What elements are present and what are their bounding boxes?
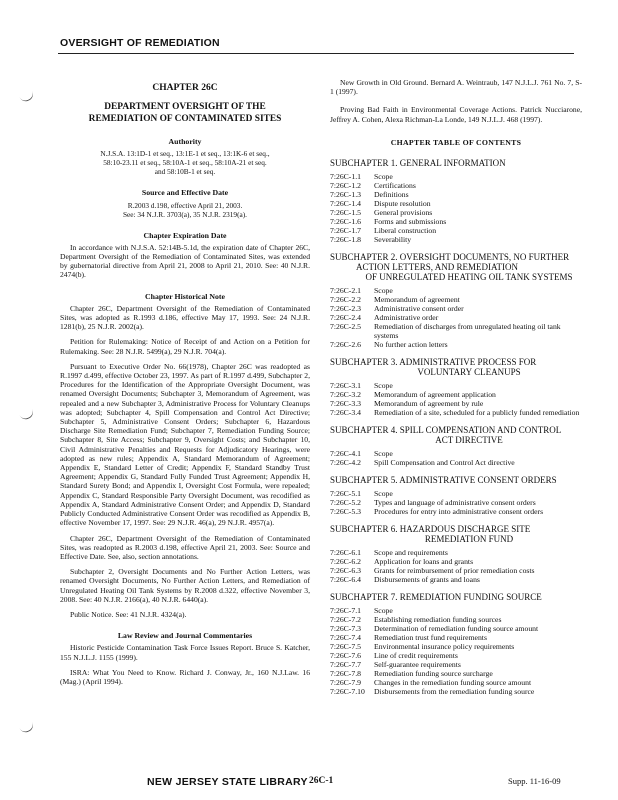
subchapter-heading-line: SUBCHAPTER 5. ADMINISTRATIVE CONSENT ORDERS	[330, 475, 557, 486]
subchapter-heading	[330, 475, 582, 485]
chapter-title-line: DEPARTMENT OVERSIGHT OF THE	[104, 102, 266, 113]
section-number: 7:26C-2.3	[330, 304, 361, 314]
section-number: 7:26C-7.2	[330, 615, 361, 625]
section-title: Grants for reimbursement of prior remediation costs	[374, 566, 535, 576]
section-title: Changes in the remediation funding source amount	[374, 678, 532, 688]
history-paragraph: Chapter 26C, Department Oversight of the Remediation of Contaminated Sites, was adopted as R.1993 d.186, effective May 17, 1993. See: 24 N.J.R. 1281(b), 25 N.J.R. 2002(a).	[60, 303, 310, 332]
toc-entry	[330, 633, 582, 642]
section-title: Remediation funding source surcharge	[374, 669, 493, 679]
section-number: 7:26C-1.4	[330, 199, 361, 209]
toc-entry	[330, 408, 582, 417]
commentary-entry: Proving Bad Faith in Environmental Coverage Actions. Patrick Nucciarone, Jeffrey A. Cohen, Alexa Richman-La Londe, 149 N.J.L.J. 468 (1997).	[330, 105, 582, 124]
section-number: 7:26C-4.2	[330, 458, 361, 468]
toc-entry	[330, 286, 582, 295]
section-number: 7:26C-6.1	[330, 548, 361, 558]
section-number: 7:26C-2.6	[330, 340, 361, 350]
toc-entry	[330, 172, 582, 181]
right-column	[330, 78, 582, 696]
section-number: 7:26C-2.1	[330, 286, 361, 296]
history-paragraph: Subchapter 2, Oversight Documents and No Further Action Letters, was renamed Oversight Documents, No Further Action Letters, and Remediation of Unregulated Heating Oil Tank Systems by R.2008 d.322, effective November 3, 2008. See: 40 N.J.R. 2166(a), 40 N.J.R. 6440(a).	[60, 567, 310, 604]
section-number: 7:26C-1.2	[330, 181, 361, 191]
library-stamp: NEW JERSEY STATE LIBRARY	[147, 776, 308, 788]
commentary-entry: New Growth in Old Ground. Bernard A. Weintraub, 147 N.J.L.J. 761 No. 7, S-1 (1997).	[330, 78, 582, 97]
source-heading: Source and Effective Date	[141, 188, 229, 198]
section-number: 7:26C-7.6	[330, 651, 361, 661]
section-title: Scope	[374, 381, 393, 391]
toc-entry	[330, 489, 582, 498]
history-paragraph: Petition for Rulemaking: Notice of Receipt of and Action on a Petition for Rulemaking. See: 28 N.J.R. 5499(a), 29 N.J.R. 704(a).	[60, 337, 310, 356]
section-title: Determination of remediation funding source amount	[374, 624, 539, 634]
section-title: Memorandum of agreement	[374, 295, 460, 305]
section-title: Types and language of administrative consent orders	[374, 498, 536, 508]
section-title: Administrative order	[374, 313, 439, 323]
section-number: 7:26C-1.5	[330, 208, 361, 218]
section-title: Liberal construction	[374, 226, 437, 236]
subchapter-heading-line: SUBCHAPTER 1. GENERAL INFORMATION	[330, 158, 506, 169]
toc-entry	[330, 190, 582, 199]
toc-entry	[330, 669, 582, 678]
toc-entry	[330, 399, 582, 408]
section-title: Memorandum of agreement application	[374, 390, 496, 400]
section-number: 7:26C-6.2	[330, 557, 361, 567]
section-number: 7:26C-5.1	[330, 489, 361, 499]
page-number: 26C-1	[309, 776, 334, 786]
section-number: 7:26C-4.1	[330, 449, 361, 459]
toc-entry	[330, 606, 582, 615]
subchapter-heading	[330, 524, 582, 544]
toc-entry	[330, 208, 582, 217]
toc-entry	[330, 295, 582, 304]
section-number: 7:26C-3.2	[330, 390, 361, 400]
section-number: 7:26C-2.2	[330, 295, 361, 305]
section-title: General provisions	[374, 208, 433, 218]
toc-entry	[330, 181, 582, 190]
section-title: Dispute resolution	[374, 199, 431, 209]
toc-entry	[330, 322, 582, 340]
toc-entry	[330, 615, 582, 624]
toc-entry	[330, 340, 582, 349]
section-title: Disbursements of grants and loans	[374, 575, 480, 585]
toc-entry	[330, 449, 582, 458]
section-number: 7:26C-1.6	[330, 217, 361, 227]
toc-entry	[330, 381, 582, 390]
margin-mark	[19, 407, 35, 421]
section-title: Administrative consent order	[374, 304, 464, 314]
section-number: 7:26C-7.10	[330, 687, 365, 697]
section-number: 7:26C-3.1	[330, 381, 361, 391]
history-heading: Chapter Historical Note	[145, 291, 225, 301]
toc-entry	[330, 687, 582, 696]
toc-entry	[330, 557, 582, 566]
commentary-entry: ISRA: What You Need to Know. Richard J. Conway, Jr., 160 N.J.Law. 16 (Mag.) (April 1994).	[60, 667, 310, 686]
subchapter-heading-line: SUBCHAPTER 7. REMEDIATION FUNDING SOURCE	[330, 592, 542, 603]
section-number: 7:26C-7.4	[330, 633, 361, 643]
section-number: 7:26C-5.2	[330, 498, 361, 508]
subchapter-heading-line: SUBCHAPTER 3. ADMINISTRATIVE PROCESS FOR	[330, 357, 537, 368]
authority-citation: 58:10-23.11 et seq., 58:10A-1 et seq., 58:10A-21 et seq.	[103, 158, 267, 168]
section-number: 7:26C-7.9	[330, 678, 361, 688]
toc-entry	[330, 642, 582, 651]
subchapter-heading-line: ACT DIRECTIVE	[435, 435, 503, 446]
subchapter-heading	[330, 357, 582, 377]
section-title: Scope	[374, 172, 393, 182]
section-title: Self-guarantee requirements	[374, 660, 461, 670]
subchapter-heading-line: SUBCHAPTER 4. SPILL COMPENSATION AND CONTROL	[330, 425, 562, 436]
section-number: 7:26C-7.3	[330, 624, 361, 634]
toc-entry	[330, 575, 582, 584]
toc-entry	[330, 217, 582, 226]
subchapter-heading	[330, 158, 582, 168]
toc-entry	[330, 660, 582, 669]
history-paragraph: Pursuant to Executive Order No. 66(1978), Chapter 26C was readopted as R.1997 d.499, effective October 23, 1997. As part of R.1997 d.499, Subchapter 2, Procedures for the Identification of the Appropriate Oversight Document, was renamed Oversight Documents; Subchapter 3, Memorandum of Agreement, was repealed and a new Subchapter 3, Administrative Process for Voluntary Cleanups was adopted; Subchapter 4, Spill Compensation and Control Act Directive; Subchapter 5, Administrative Consent Orders; Subchapter 6, Hazardous Discharge Site Remediation Fund; Subchapter 7, Remediation Funding Source; Subchapter 8, Site Access; Subchapter 9, Oversight Costs; and Subchapter 10, Civil Administrative Penalties and Requests for Adjudicatory Hearings, were adopted as new rules; Appendix A, Standard Memorandum of Agreement; Appendix E, Standard Letter of Credit; Appendix F, Standard Standby Trust Agreement; Appendix G, Standard Fully Funded Trust Agreement; Appendix H, Standard Surety Bond; and Appendix I, Oversight Cost Formula, were repealed; Appendix C, Standard Responsible Party Oversight Document, was recodified as Appendix A, Standard Administrative Consent Order; and Appendix D, Standard Publicly Conducted Administrative Consent Order was recodified as Appendix B, effective November 17, 1997. See: 29 N.J.R. 46(a), 29 N.J.R. 4957(a).	[60, 361, 310, 528]
section-title: Disbursements from the remediation funding source	[374, 687, 535, 697]
section-number: 7:26C-7.5	[330, 642, 361, 652]
toc-entry	[330, 235, 582, 244]
toc-entry	[330, 498, 582, 507]
section-title: Definitions	[374, 190, 409, 200]
section-number: 7:26C-1.1	[330, 172, 361, 182]
toc-entry	[330, 651, 582, 660]
supplement-date: Supp. 11-16-09	[508, 776, 561, 786]
section-title: Remediation of a site, scheduled for a publicly funded remediation	[374, 408, 580, 418]
toc-entry	[330, 458, 582, 467]
section-number: 7:26C-2.5	[330, 322, 361, 332]
subchapter-heading	[330, 592, 582, 602]
toc-entry	[330, 313, 582, 322]
section-number: 7:26C-1.3	[330, 190, 361, 200]
section-number: 7:26C-7.7	[330, 660, 361, 670]
section-title: Environmental insurance policy requirements	[374, 642, 515, 652]
section-number: 7:26C-7.8	[330, 669, 361, 679]
subchapter-heading-line: OF UNREGULATED HEATING OIL TANK SYSTEMS	[365, 272, 573, 283]
section-title: Line of credit requirements	[374, 651, 458, 661]
section-number: 7:26C-2.4	[330, 313, 361, 323]
subchapter-heading-line: VOLUNTARY CLEANUPS	[417, 367, 521, 378]
chapter-title	[60, 101, 310, 125]
section-number: 7:26C-6.3	[330, 566, 361, 576]
toc-entry	[330, 390, 582, 399]
section-number: 7:26C-6.4	[330, 575, 361, 585]
chapter-number: CHAPTER 26C	[152, 83, 218, 93]
toc-entry	[330, 624, 582, 633]
section-title: Remediation of discharges from unregulated heating oil tank systems	[374, 322, 561, 341]
section-number: 7:26C-1.7	[330, 226, 361, 236]
authority-citation: and 58:10B-1 et seq.	[154, 167, 216, 177]
history-paragraph: Chapter 26C, Department Oversight of the Remediation of Contaminated Sites, was readopted as R.2003 d.198, effective April 21, 2003. See: Source and Effective Date. See, also, section annotations.	[60, 533, 310, 561]
subchapter-heading-line: SUBCHAPTER 2. OVERSIGHT DOCUMENTS, NO FURTHER ACTION LETTERS, AND REMEDIATION	[330, 252, 570, 273]
toc-entry	[330, 678, 582, 687]
toc-entry	[330, 507, 582, 516]
section-number: 7:26C-1.8	[330, 235, 361, 245]
authority-heading: Authority	[168, 137, 202, 147]
toc-entry	[330, 226, 582, 235]
section-title: Scope	[374, 286, 393, 296]
subchapter-heading	[330, 425, 582, 445]
subchapter-heading-line: SUBCHAPTER 6. HAZARDOUS DISCHARGE SITE	[330, 524, 531, 535]
section-title: Spill Compensation and Control Act directive	[374, 458, 515, 468]
left-column	[60, 78, 310, 692]
section-number: 7:26C-3.4	[330, 408, 361, 418]
margin-mark	[19, 89, 35, 103]
margin-mark	[19, 720, 35, 734]
expiration-paragraph: In accordance with N.J.S.A. 52:14B-5.1d, the expiration date of Chapter 26C, Department Oversight of the Remediation of Contaminated Sites, was extended by gubernatorial directive from April 21, 2008 to April 21, 2010. See: 40 N.J.R. 2474(b).	[60, 242, 310, 280]
section-title: Remediation trust fund requirements	[374, 633, 487, 643]
section-title: Scope	[374, 489, 393, 499]
toc-entry	[330, 304, 582, 313]
section-number: 7:26C-3.3	[330, 399, 361, 409]
table-of-contents	[330, 158, 582, 696]
commentary-entry: Historic Pesticide Contamination Task Force Issues Report. Bruce S. Katcher, 155 N.J.L.J. 1155 (1999).	[60, 643, 310, 662]
toc-entry	[330, 548, 582, 557]
history-paragraph: Public Notice. See: 41 N.J.R. 4324(a).	[70, 609, 187, 619]
header-rule	[58, 53, 574, 54]
section-title: Establishing remediation funding sources	[374, 615, 502, 625]
expiration-heading: Chapter Expiration Date	[143, 230, 227, 240]
subchapter-heading-line: REMEDIATION FUND	[424, 534, 514, 545]
toc-entry	[330, 199, 582, 208]
section-title: Severability	[374, 235, 412, 245]
section-number: 7:26C-7.1	[330, 606, 361, 616]
section-title: Scope	[374, 449, 393, 459]
source-citation: See: 34 N.J.R. 3703(a), 35 N.J.R. 2319(a).	[122, 209, 248, 219]
subchapter-heading	[330, 252, 582, 282]
chapter-title-line: REMEDIATION OF CONTAMINATED SITES	[88, 114, 282, 125]
running-head: OVERSIGHT OF REMEDIATION	[60, 37, 220, 49]
toc-heading: CHAPTER TABLE OF CONTENTS	[390, 137, 522, 147]
section-title: Scope	[374, 606, 393, 616]
section-title: Forms and submissions	[374, 217, 447, 227]
source-citation: R.2003 d.198, effective April 21, 2003.	[127, 200, 243, 210]
section-title: Memorandum of agreement by rule	[374, 399, 484, 409]
commentaries-heading: Law Review and Journal Commentaries	[117, 631, 253, 641]
toc-entry	[330, 566, 582, 575]
authority-citation: N.J.S.A. 13:1D-1 et seq., 13:1E-1 et seq., 13:1K-6 et seq.,	[100, 149, 270, 159]
section-title: Procedures for entry into administrative consent orders	[374, 507, 544, 517]
section-title: Application for loans and grants	[374, 557, 474, 567]
section-title: No further action letters	[374, 340, 448, 350]
section-title: Scope and requirements	[374, 548, 448, 558]
section-title: Certifications	[374, 181, 416, 191]
section-number: 7:26C-5.3	[330, 507, 361, 517]
